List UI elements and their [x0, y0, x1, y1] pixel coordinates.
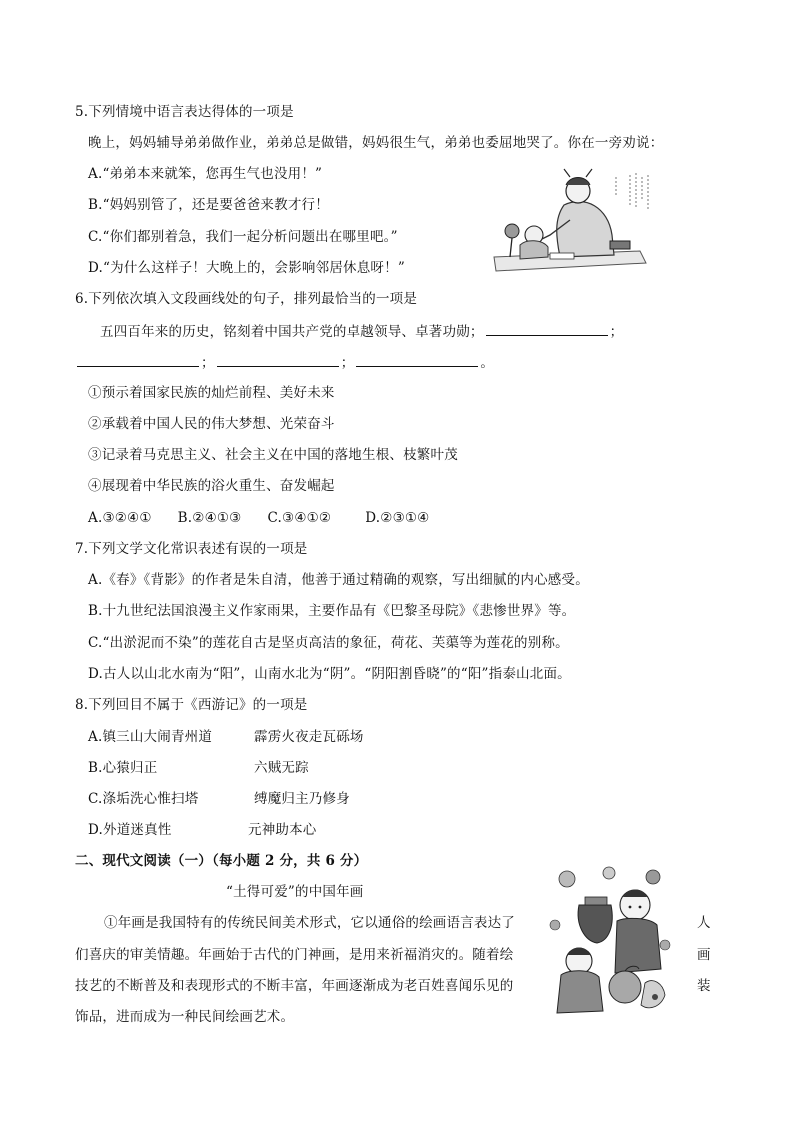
q5-stem: 5.下列情境中语言表达得体的一项是: [75, 104, 294, 120]
q5-option-a: A.“弟弟本来就笨，您再生气也没用！”: [88, 166, 323, 182]
q7-option-b: B.十九世纪法国浪漫主义作家雨果，主要作品有《巴黎圣母院》《悲惨世界》等。: [88, 603, 576, 619]
q8-option-c-left: C.涤垢洗心惟扫塔: [88, 791, 199, 807]
q8-option-a-left: A.镇三山大闹青州道: [88, 729, 213, 745]
q6-passage-start: 五四百年来的历史，铭刻着中国共产党的卓越领导、卓著功勋；: [100, 324, 484, 340]
q6-item-2: ②承载着中国人民的伟大梦想、光荣奋斗: [88, 416, 335, 432]
new-year-painting-illustration: [545, 865, 675, 1020]
q8-option-d-right: 元神助本心: [248, 822, 317, 838]
q6-options: [88, 508, 429, 528]
q6-option-c: C.③④①②: [267, 510, 332, 526]
q6-sep-2: ；: [201, 355, 215, 371]
q6-option-d: D.②③①④: [365, 510, 430, 526]
article-p1-line3-end: 装: [697, 978, 711, 994]
q8-option-c-right: 缚魔归主乃修身: [254, 791, 350, 807]
q6-blank-2: [77, 352, 199, 367]
q8-option-b-left: B.心猿归正: [88, 760, 158, 776]
q8-option-d-left: D.外道迷真性: [88, 822, 172, 838]
article-p1-line3: 技艺的不断普及和表现形式的不断丰富，年画逐渐成为老百姓喜闻乐见的: [75, 978, 514, 994]
q6-end: 。: [480, 355, 495, 371]
section2-heading: 二、现代文阅读（一）（每小题 2 分，共 6 分）: [75, 853, 368, 869]
article-title: “土得可爱”的中国年画: [226, 884, 364, 900]
q7-option-d: D.古人以山北水南为“阳”，山南水北为“阴”。“阴阳割昏晓”的“阳”指泰山北面。: [88, 666, 571, 682]
q7-option-c: C.“出淤泥而不染”的莲花自古是坚贞高洁的象征，荷花、芙蕖等为莲花的别称。: [88, 635, 569, 651]
q6-item-1: ①预示着国家民族的灿烂前程、美好未来: [88, 385, 335, 401]
q6-blank-3: [217, 352, 339, 367]
q7-option-a: A.《春》《背影》的作者是朱自清，他善于通过精确的观察，写出细腻的内心感受。: [88, 572, 589, 588]
article-p1-line2: 们喜庆的审美情趣。年画始于古代的门神画，是用来祈福消灾的。随着绘: [75, 947, 514, 963]
q6-option-b: B.②④①③: [177, 510, 242, 526]
tutoring-illustration: [490, 165, 662, 280]
q6-blank-4: [356, 352, 478, 367]
q6-sep-3: ；: [340, 355, 355, 371]
q7-stem: 7.下列文学文化常识表述有误的一项是: [75, 541, 308, 557]
q5-context: 晚上，妈妈辅导弟弟做作业，弟弟总是做错，妈妈很生气，弟弟也委屈地哭了。你在一旁劝说：: [88, 135, 664, 151]
q6-sep-1: ；: [609, 324, 624, 340]
article-p1-line2-end: 画: [697, 947, 711, 963]
q6-option-a: A.③②④①: [88, 510, 152, 526]
q5-option-b: B.“妈妈别管了，还是要爸爸来教才行！: [88, 197, 329, 213]
q5-option-d: D.“为什么这样子！大晚上的，会影响邻居休息呀！”: [88, 260, 405, 276]
q8-option-a-right: 霹雳火夜走瓦砾场: [254, 729, 364, 745]
article-p1-line1: ①年画是我国特有的传统民间美术形式，它以通俗的绘画语言表达了: [104, 915, 515, 931]
q6-item-3: ③记录着马克思主义、社会主义在中国的落地生根、枝繁叶茂: [88, 447, 458, 463]
q8-stem: 8.下列回目不属于《西游记》的一项是: [75, 697, 308, 713]
q5-option-c: C.“你们都别着急，我们一起分析问题出在哪里吧。”: [88, 229, 398, 245]
q8-option-b-right: 六贼无踪: [254, 760, 309, 776]
q6-blank-1: [486, 321, 608, 336]
q6-passage-line2: [75, 352, 494, 373]
article-p1-line1-end: 人: [697, 915, 711, 931]
q6-passage-line1: [100, 321, 623, 342]
article-p1-line4: 饰品，进而成为一种民间绘画艺术。: [75, 1009, 295, 1025]
q6-stem: 6.下列依次填入文段画线处的句子，排列最恰当的一项是: [75, 291, 418, 307]
q6-item-4: ④展现着中华民族的浴火重生、奋发崛起: [88, 478, 335, 494]
